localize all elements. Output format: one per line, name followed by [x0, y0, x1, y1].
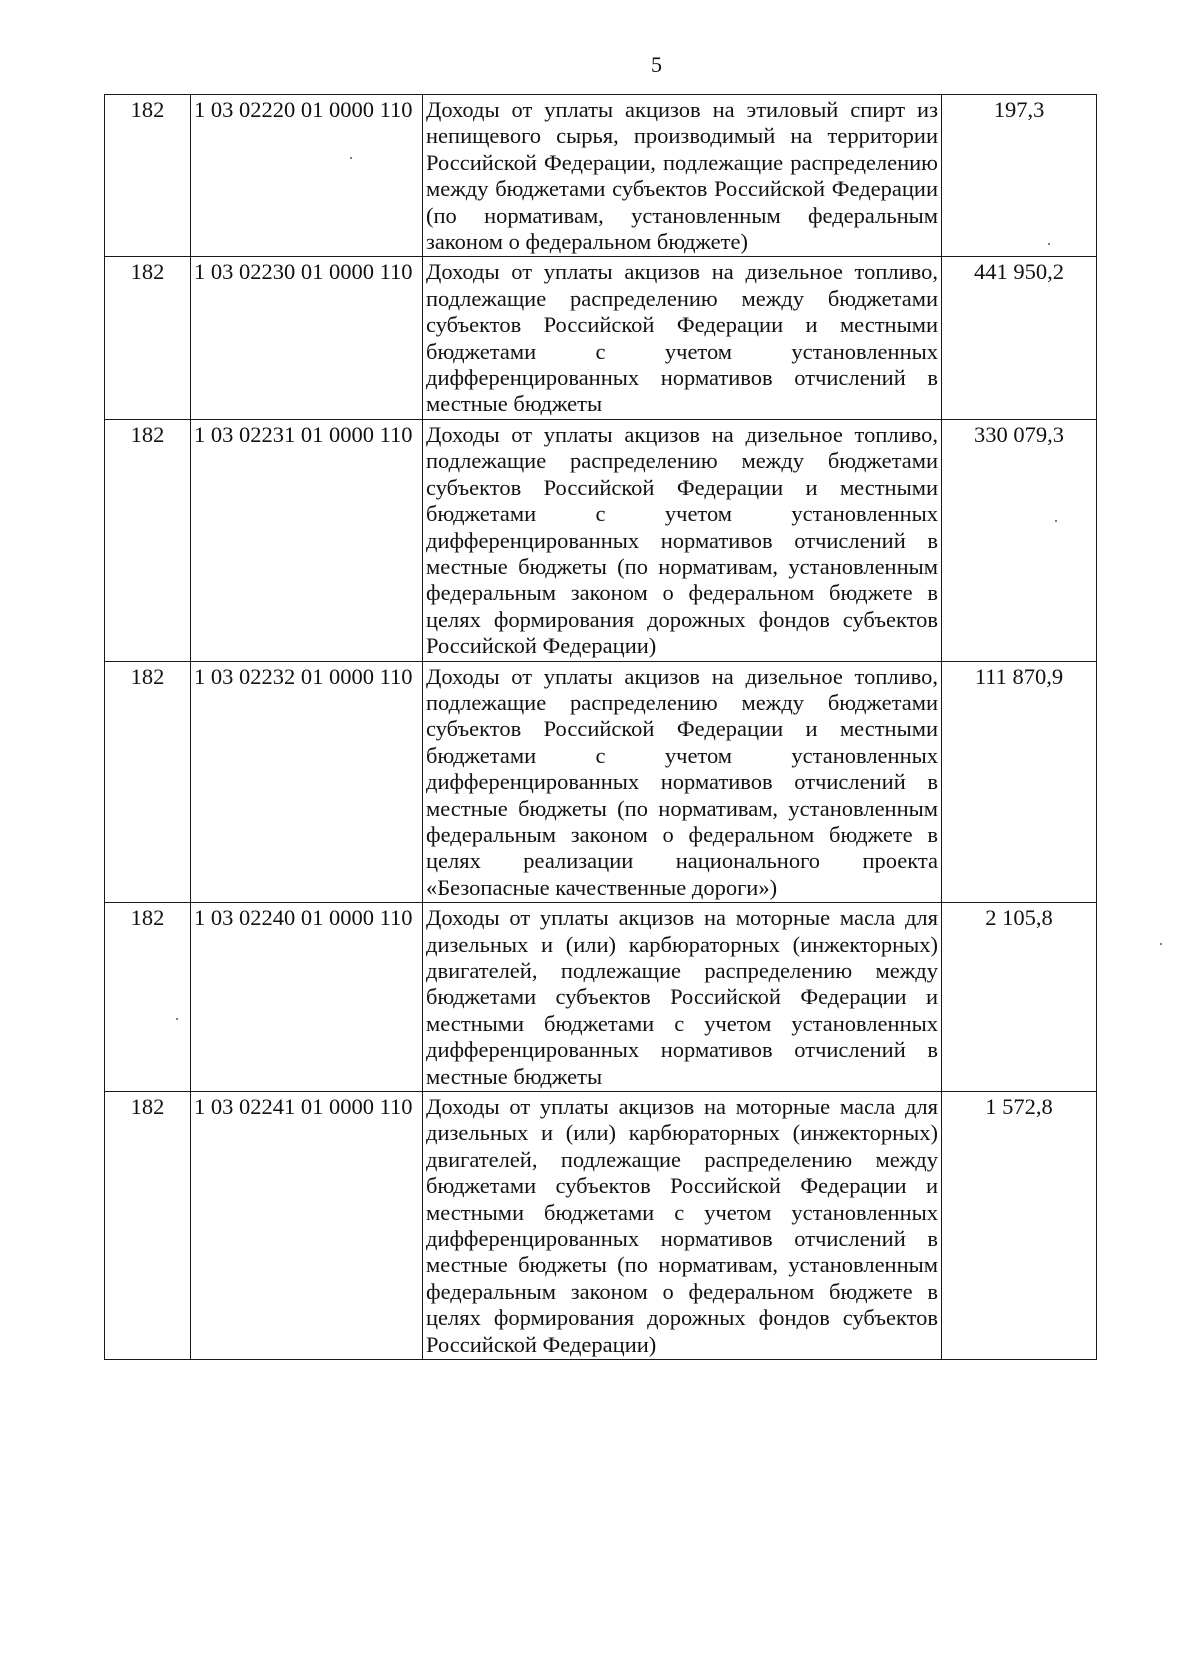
table-row: [105, 903, 1097, 1092]
table-row: [105, 1092, 1097, 1360]
amount-cell: 1 572,8: [942, 1092, 1097, 1360]
revenue-description-cell: Доходы от уплаты акцизов на дизельное топливо, подлежащие распределению между бюджетами субъектов Российской Федерации и местными бюджетами с учетом установленных дифференцированных нормативов отчислений в местные бюджеты (по нормативам, установленным федеральным законом о федеральном бюджете в целях формирования дорожных фондов субъектов Российской Федерации): [423, 419, 942, 661]
table-row: [105, 95, 1097, 257]
budget-classification-code-cell: 1 03 02240 01 0000 110: [191, 903, 423, 1092]
admin-code-cell: 182: [105, 661, 191, 903]
revenue-description-cell: Доходы от уплаты акцизов на этиловый спирт из непищевого сырья, производимый на территории Российской Федерации, подлежащие распределению между бюджетами субъектов Российской Федерации (по нормативам, установленным федеральным законом о федеральном бюджете): [423, 95, 942, 257]
amount-cell: 197,3: [942, 95, 1097, 257]
scan-speck: [1055, 520, 1057, 522]
table-row: [105, 419, 1097, 661]
revenue-table: [104, 94, 1097, 1360]
budget-classification-code-cell: 1 03 02231 01 0000 110: [191, 419, 423, 661]
amount-cell: 330 079,3: [942, 419, 1097, 661]
amount-cell: 2 105,8: [942, 903, 1097, 1092]
budget-classification-code-cell: 1 03 02232 01 0000 110: [191, 661, 423, 903]
scan-speck: [176, 1018, 178, 1020]
budget-classification-code-cell: 1 03 02241 01 0000 110: [191, 1092, 423, 1360]
scan-speck: [1160, 943, 1162, 945]
admin-code-cell: 182: [105, 95, 191, 257]
table-row: [105, 661, 1097, 903]
budget-classification-code-cell: 1 03 02230 01 0000 110: [191, 257, 423, 419]
table-row: [105, 257, 1097, 419]
admin-code-cell: 182: [105, 257, 191, 419]
revenue-description-cell: Доходы от уплаты акцизов на моторные масла для дизельных и (или) карбюраторных (инжекторных) двигателей, подлежащие распределению между бюджетами субъектов Российской Федерации и местными бюджетами с учетом установленных дифференцированных нормативов отчислений в местные бюджеты (по нормативам, установленным федеральным законом о федеральном бюджете в целях формирования дорожных фондов субъектов Российской Федерации): [423, 1092, 942, 1360]
scan-speck: [350, 157, 352, 159]
amount-cell: 111 870,9: [942, 661, 1097, 903]
admin-code-cell: 182: [105, 903, 191, 1092]
admin-code-cell: 182: [105, 419, 191, 661]
scan-speck: [1048, 243, 1050, 245]
budget-classification-code-cell: 1 03 02220 01 0000 110: [191, 95, 423, 257]
amount-cell: 441 950,2: [942, 257, 1097, 419]
revenue-description-cell: Доходы от уплаты акцизов на моторные масла для дизельных и (или) карбюраторных (инжекторных) двигателей, подлежащие распределению между бюджетами субъектов Российской Федерации и местными бюджетами с учетом установленных дифференцированных нормативов отчислений в местные бюджеты: [423, 903, 942, 1092]
admin-code-cell: 182: [105, 1092, 191, 1360]
page-number: 5: [651, 52, 662, 77]
revenue-description-cell: Доходы от уплаты акцизов на дизельное топливо, подлежащие распределению между бюджетами субъектов Российской Федерации и местными бюджетами с учетом установленных дифференцированных нормативов отчислений в местные бюджеты (по нормативам, установленным федеральным законом о федеральном бюджете в целях реализации национального проекта «Безопасные качественные дороги»): [423, 661, 942, 903]
revenue-description-cell: Доходы от уплаты акцизов на дизельное топливо, подлежащие распределению между бюджетами субъектов Российской Федерации и местными бюджетами с учетом установленных дифференцированных нормативов отчислений в местные бюджеты: [423, 257, 942, 419]
